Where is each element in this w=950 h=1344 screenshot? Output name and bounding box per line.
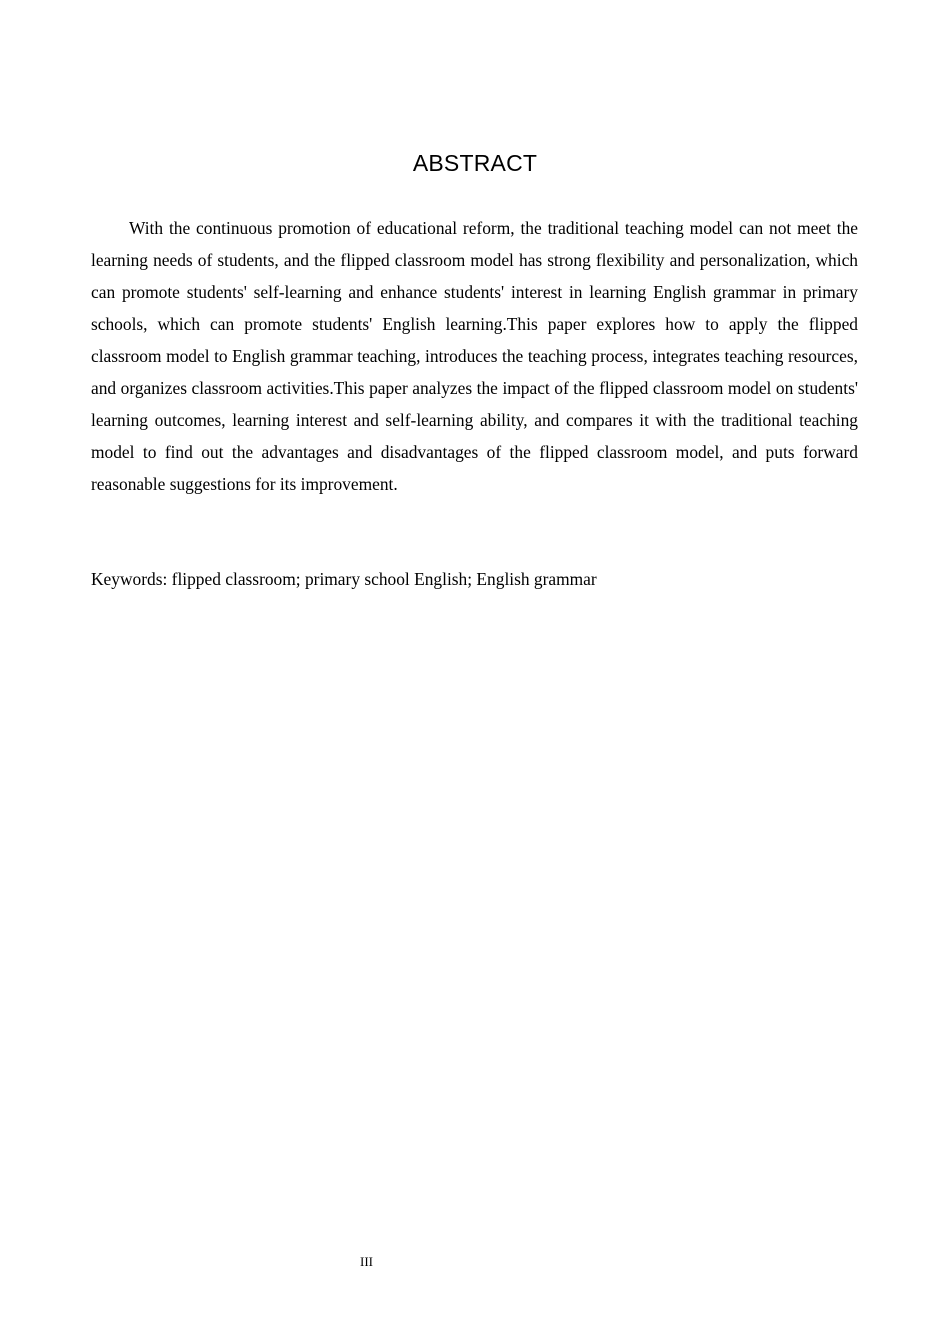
abstract-heading: ABSTRACT [412, 150, 538, 176]
page-number: III [360, 1254, 373, 1269]
abstract-paragraph: With the continuous promotion of educational reform, the traditional teaching model can not meet the learning needs of students, and the flipped classroom model has strong flexibility and personalization, which can promote students' self-learning and enhance students' interest in learning English grammar in primary schools, which can promote students' English learning.This paper explores how to apply the flipped classroom model to English grammar teaching, introduces the teaching process, integrates teaching resources, and organizes classroom activities.This paper analyzes the impact of the flipped classroom model on students' learning outcomes, learning interest and self-learning ability, and compares it with the traditional teaching model to find out the advantages and disadvantages of the flipped classroom model, and puts forward reasonable suggestions for its improvement. [91, 218, 858, 494]
keywords-line: Keywords: flipped classroom; primary school English; English grammar [91, 569, 597, 589]
